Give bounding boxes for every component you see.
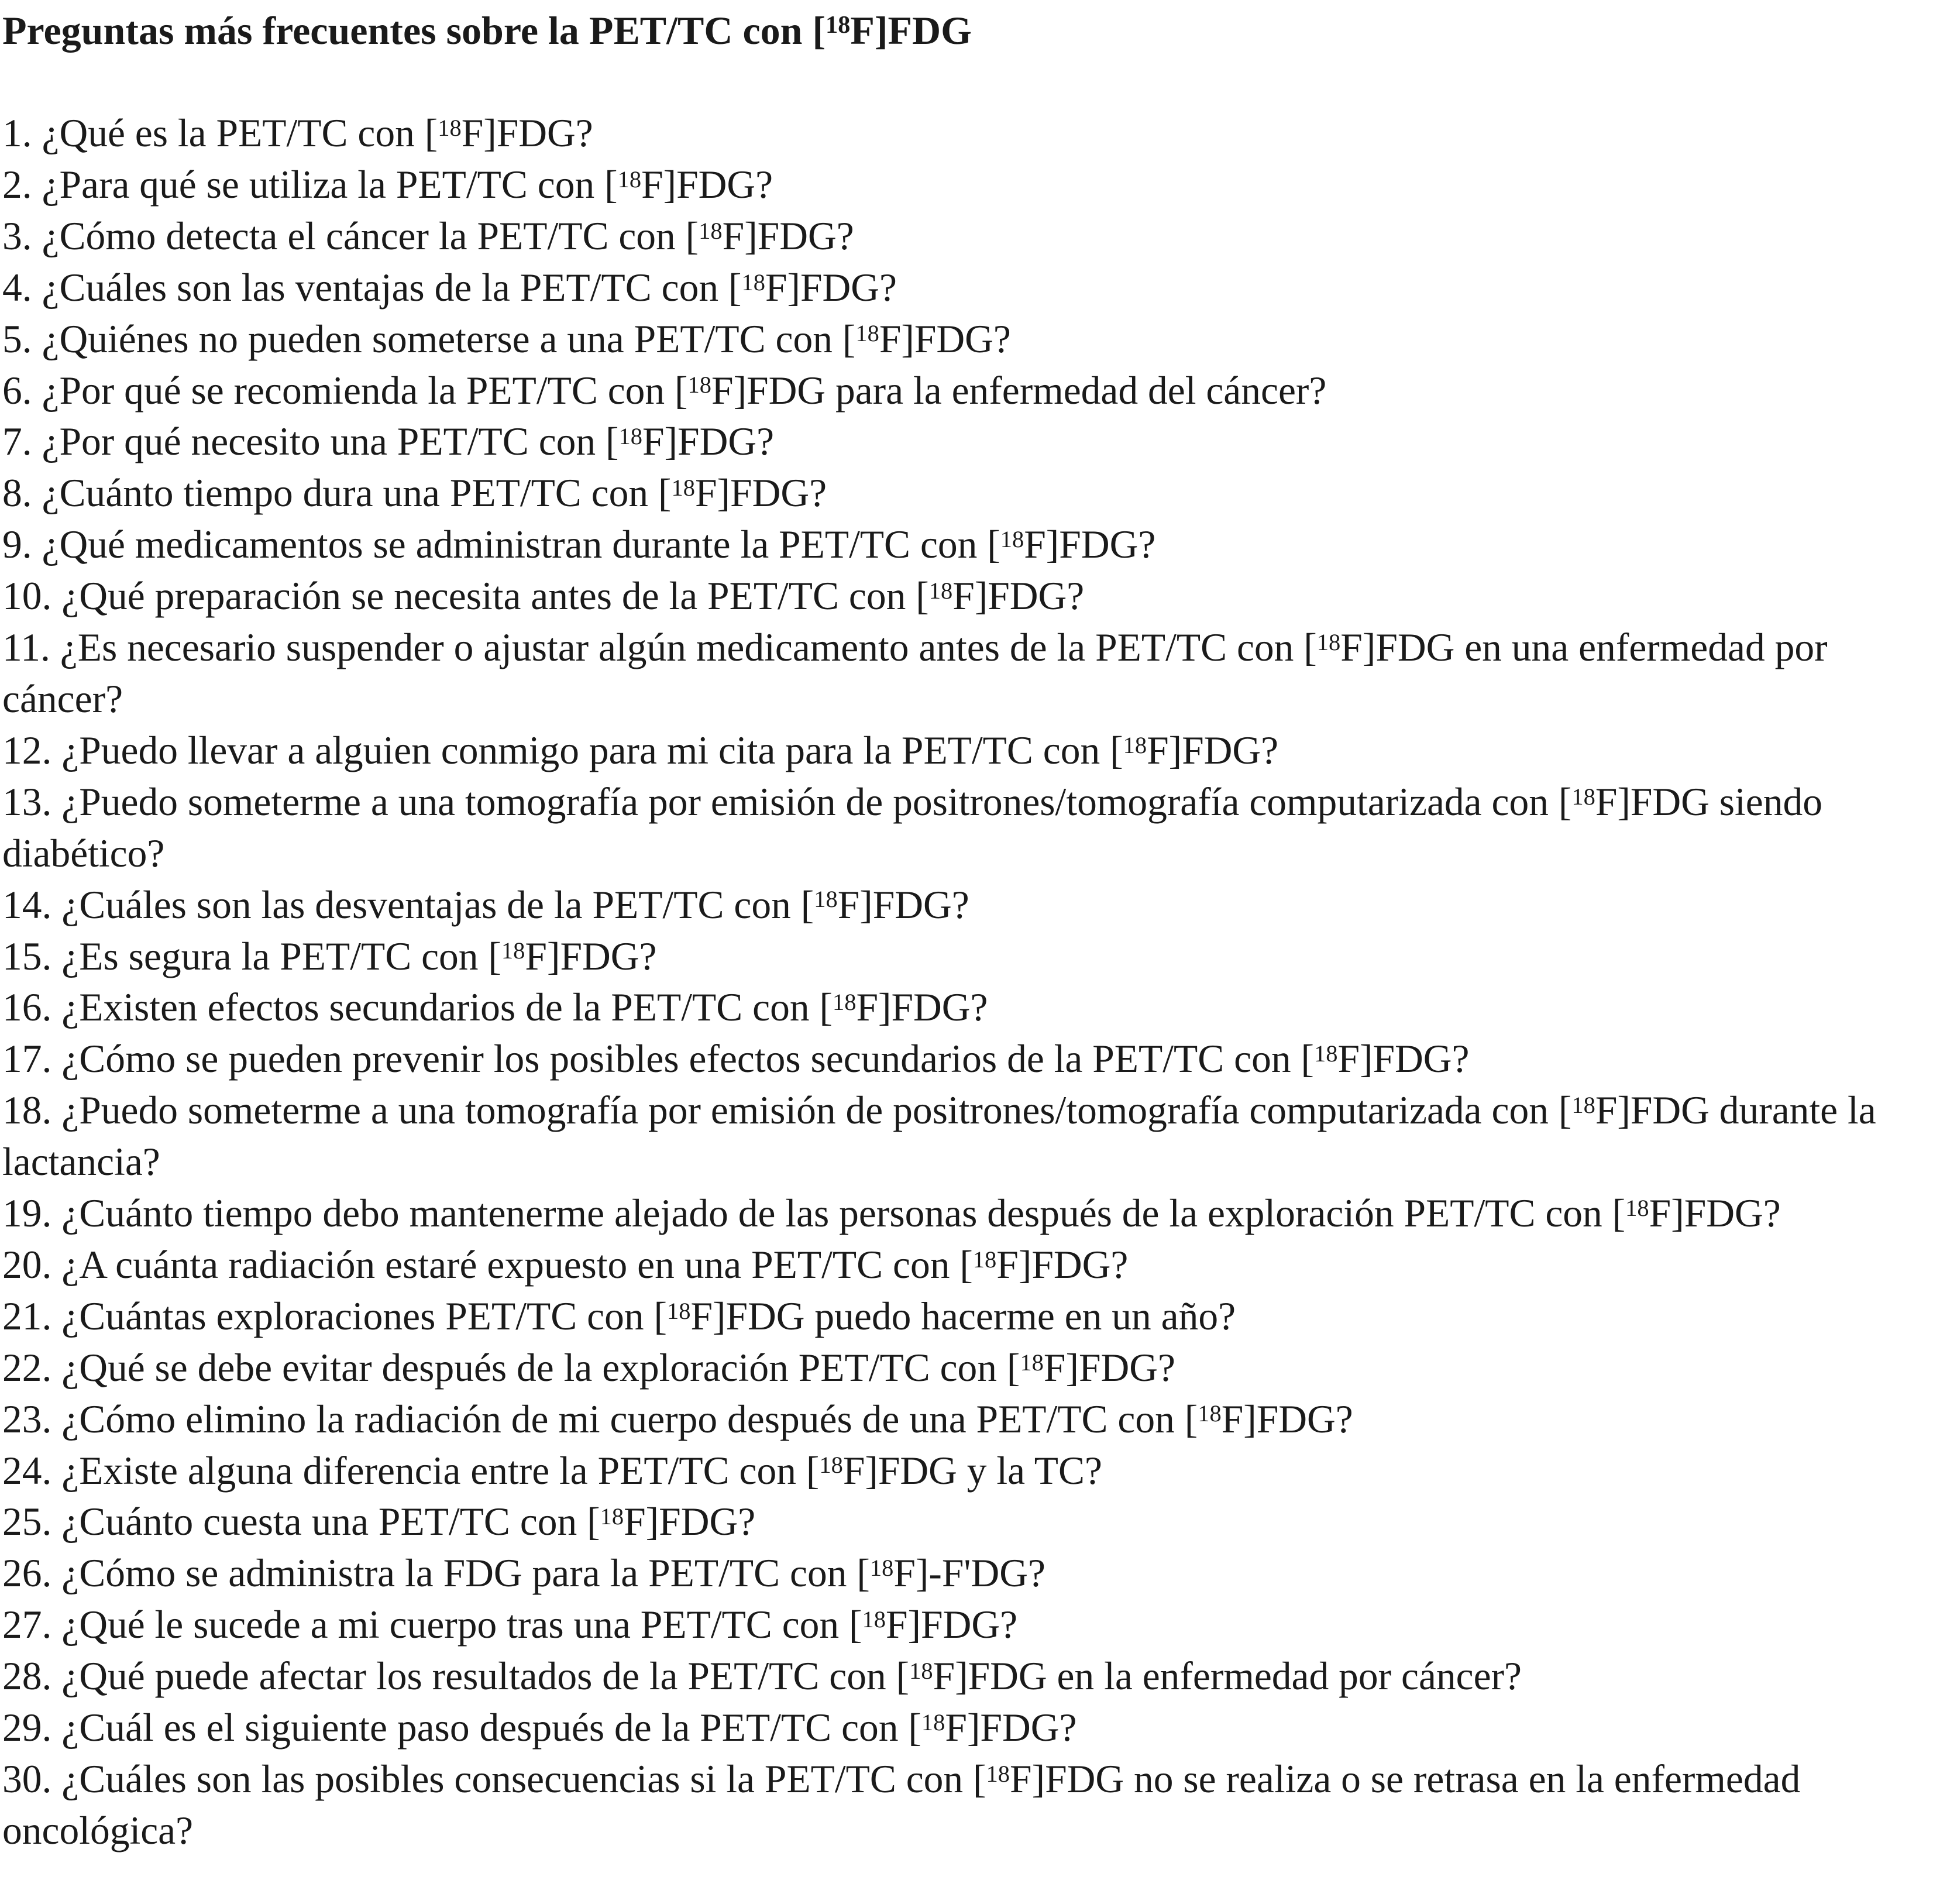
question-number: 2. — [2, 162, 32, 207]
isotope-superscript: 18 — [741, 269, 765, 295]
question-item — [2, 108, 1931, 159]
question-text-end: F]FDG? — [722, 214, 854, 258]
question-text: ¿A cuánta radiación estaré expuesto en una PET/TC con [ — [61, 1242, 973, 1287]
question-text-end: F]FDG y la TC? — [842, 1448, 1102, 1493]
title-text-end: F]FDG — [850, 8, 972, 53]
question-item — [2, 1342, 1931, 1394]
question-item — [2, 622, 1931, 725]
question-text: ¿Cuánto tiempo debo mantenerme alejado de las personas después de la exploración PET/TC con [ — [61, 1191, 1626, 1236]
question-text: ¿Puedo someterme a una tomografía por emisión de positrones/tomografía computarizada con [ — [61, 779, 1572, 824]
isotope-superscript: 18 — [862, 1606, 886, 1633]
question-text: ¿Qué es la PET/TC con [ — [42, 111, 438, 155]
question-text-end: F]FDG? — [765, 265, 897, 310]
isotope-superscript: 18 — [921, 1709, 945, 1735]
isotope-superscript: 18 — [814, 886, 838, 913]
isotope-superscript: 18 — [501, 937, 525, 964]
question-number: 24. — [2, 1448, 52, 1493]
question-item — [2, 725, 1931, 776]
isotope-superscript: 18 — [600, 1503, 624, 1530]
question-item — [2, 1033, 1931, 1085]
question-text: ¿Cuál es el siguiente paso después de la PET/TC con [ — [61, 1706, 921, 1750]
question-text-end: F]FDG? — [879, 317, 1011, 361]
question-number: 28. — [2, 1654, 52, 1699]
question-number: 20. — [2, 1242, 52, 1287]
question-list — [2, 108, 1931, 1857]
question-number: 5. — [2, 317, 32, 361]
question-text: ¿Cuánto cuesta una PET/TC con [ — [61, 1500, 600, 1544]
question-text-end: F]FDG no se realiza o se retrasa en la enfermedad oncológica? — [2, 1757, 1801, 1853]
question-text-end: F]FDG? — [695, 471, 827, 515]
question-text-end: F]FDG? — [952, 574, 1085, 618]
question-item — [2, 468, 1931, 519]
question-number: 22. — [2, 1345, 52, 1390]
question-text-end: F]FDG? — [1649, 1191, 1781, 1236]
isotope-superscript: 18 — [1123, 731, 1147, 758]
question-number: 10. — [2, 574, 52, 618]
title-text: Preguntas más frecuentes sobre la PET/TC con [ — [2, 8, 826, 53]
question-number: 29. — [2, 1706, 52, 1750]
isotope-superscript: 18 — [972, 1246, 997, 1273]
question-text: ¿Cuáles son las desventajas de la PET/TC con [ — [61, 882, 814, 927]
question-item — [2, 314, 1931, 365]
question-text-end: F]FDG? — [624, 1500, 756, 1544]
question-item — [2, 416, 1931, 468]
question-item — [2, 1445, 1931, 1497]
question-text-end: F]FDG? — [642, 420, 775, 464]
question-text-end: F]FDG? — [886, 1603, 1018, 1647]
isotope-superscript: 18 — [819, 1452, 843, 1479]
question-number: 26. — [2, 1551, 52, 1596]
question-number: 6. — [2, 368, 32, 413]
question-text: ¿Es necesario suspender o ajustar algún medicamento antes de la PET/TC con [ — [60, 625, 1317, 670]
question-number: 15. — [2, 934, 52, 978]
isotope-superscript: 18 — [869, 1555, 894, 1582]
question-text: ¿Qué le sucede a mi cuerpo tras una PET/TC con [ — [61, 1603, 862, 1647]
isotope-superscript: 18 — [618, 423, 643, 450]
question-item — [2, 1239, 1931, 1291]
question-number: 9. — [2, 523, 32, 567]
question-text: ¿Cuáles son las posibles consecuencias si la PET/TC con [ — [61, 1757, 986, 1801]
question-item — [2, 262, 1931, 314]
isotope-superscript: 18 — [909, 1657, 933, 1684]
isotope-superscript: 18 — [1198, 1400, 1222, 1427]
question-text-end: F]-F'DG? — [893, 1551, 1045, 1596]
isotope-superscript: 18 — [617, 166, 642, 193]
question-text: ¿Puedo llevar a alguien conmigo para mi cita para la PET/TC con [ — [61, 728, 1123, 772]
document-title — [2, 0, 1931, 56]
question-number: 7. — [2, 420, 32, 464]
question-text: ¿Qué se debe evitar después de la exploración PET/TC con [ — [61, 1345, 1020, 1390]
question-number: 4. — [2, 265, 32, 310]
isotope-superscript: 18 — [1313, 1040, 1338, 1067]
question-number: 12. — [2, 728, 52, 772]
question-item — [2, 1702, 1931, 1754]
isotope-superscript: 18 — [832, 989, 857, 1016]
question-text: ¿Cómo se administra la FDG para la PET/TC con [ — [61, 1551, 870, 1596]
question-number: 30. — [2, 1757, 52, 1801]
question-item — [2, 1188, 1931, 1239]
isotope-superscript: 18 — [986, 1760, 1010, 1787]
question-number: 27. — [2, 1603, 52, 1647]
question-number: 3. — [2, 214, 32, 258]
question-text-end: F]FDG durante la lactancia? — [2, 1088, 1876, 1184]
question-text-end: F]FDG? — [837, 882, 969, 927]
question-number: 19. — [2, 1191, 52, 1236]
isotope-superscript: 18 — [438, 114, 462, 141]
question-item — [2, 931, 1931, 982]
question-text-end: F]FDG? — [1147, 728, 1279, 772]
faq-document — [2, 0, 1931, 1857]
question-text: ¿Por qué se recomienda la PET/TC con [ — [42, 368, 688, 413]
question-number: 18. — [2, 1088, 52, 1133]
question-item — [2, 1599, 1931, 1651]
question-text: ¿Cómo elimino la radiación de mi cuerpo después de una PET/TC con [ — [61, 1397, 1198, 1441]
question-text: ¿Cuáles son las ventajas de la PET/TC con [ — [42, 265, 742, 310]
question-text: ¿Existe alguna diferencia entre la PET/TC con [ — [61, 1448, 820, 1493]
isotope-superscript: 18 — [666, 1297, 691, 1324]
question-number: 17. — [2, 1037, 52, 1081]
question-text-end: F]FDG? — [641, 162, 773, 207]
question-item — [2, 1291, 1931, 1342]
question-text: ¿Qué puede afectar los resultados de la PET/TC con [ — [61, 1654, 910, 1699]
question-text-end: F]FDG? — [1337, 1037, 1470, 1081]
isotope-superscript: 18 — [1000, 526, 1024, 553]
question-text: ¿Para qué se utiliza la PET/TC con [ — [42, 162, 618, 207]
question-item — [2, 1394, 1931, 1445]
isotope-superscript: 18 — [928, 577, 953, 604]
question-number: 11. — [2, 625, 50, 670]
question-number: 1. — [2, 111, 32, 155]
question-number: 8. — [2, 471, 32, 515]
isotope-superscript: 18 — [687, 372, 712, 398]
title-isotope-superscript: 18 — [826, 11, 851, 39]
isotope-superscript: 18 — [1020, 1349, 1044, 1376]
isotope-superscript: 18 — [671, 475, 696, 501]
question-item — [2, 1085, 1931, 1188]
question-number: 23. — [2, 1397, 52, 1441]
isotope-superscript: 18 — [1571, 783, 1595, 810]
question-text-end: F]FDG para la enfermedad del cáncer? — [711, 368, 1327, 413]
question-item — [2, 1548, 1931, 1599]
question-text-end: F]FDG? — [1024, 523, 1156, 567]
question-text: ¿Qué preparación se necesita antes de la PET/TC con [ — [61, 574, 929, 618]
question-item — [2, 1496, 1931, 1548]
question-number: 25. — [2, 1500, 52, 1544]
question-text: ¿Es segura la PET/TC con [ — [61, 934, 501, 978]
question-text: ¿Por qué necesito una PET/TC con [ — [42, 420, 619, 464]
question-number: 16. — [2, 985, 52, 1030]
question-item — [2, 1754, 1931, 1857]
isotope-superscript: 18 — [699, 217, 723, 244]
isotope-superscript: 18 — [1316, 628, 1341, 655]
question-item — [2, 159, 1931, 211]
question-text-end: F]FDG? — [856, 985, 988, 1030]
question-item — [2, 365, 1931, 417]
question-text: ¿Quiénes no pueden someterse a una PET/TC con [ — [42, 317, 856, 361]
question-text-end: F]FDG? — [996, 1242, 1129, 1287]
question-item — [2, 982, 1931, 1033]
question-text-end: F]FDG en la enfermedad por cáncer? — [933, 1654, 1522, 1699]
question-text-end: F]FDG? — [461, 111, 593, 155]
question-text: ¿Existen efectos secundarios de la PET/TC con [ — [61, 985, 833, 1030]
question-text: ¿Cuántas exploraciones PET/TC con [ — [61, 1294, 667, 1338]
question-text-end: F]FDG? — [525, 934, 657, 978]
question-text: ¿Cuánto tiempo dura una PET/TC con [ — [42, 471, 672, 515]
question-text-end: F]FDG en una enfermedad por cáncer? — [2, 625, 1828, 721]
question-text: ¿Cómo detecta el cáncer la PET/TC con [ — [42, 214, 699, 258]
question-item — [2, 211, 1931, 262]
question-text: ¿Qué medicamentos se administran durante la PET/TC con [ — [42, 523, 1000, 567]
question-text-end: F]FDG? — [1221, 1397, 1353, 1441]
question-item — [2, 776, 1931, 879]
question-text: ¿Puedo someterme a una tomografía por emisión de positrones/tomografía computarizada con [ — [61, 1088, 1572, 1133]
question-text: ¿Cómo se pueden prevenir los posibles efectos secundarios de la PET/TC con [ — [61, 1037, 1314, 1081]
question-number: 14. — [2, 882, 52, 927]
isotope-superscript: 18 — [1625, 1194, 1649, 1221]
question-item — [2, 519, 1931, 570]
question-item — [2, 1651, 1931, 1702]
question-item — [2, 570, 1931, 622]
question-number: 21. — [2, 1294, 52, 1338]
isotope-superscript: 18 — [855, 320, 879, 347]
question-number: 13. — [2, 779, 52, 824]
question-text-end: F]FDG? — [1043, 1345, 1175, 1390]
question-item — [2, 879, 1931, 931]
question-text-end: F]FDG puedo hacerme en un año? — [690, 1294, 1236, 1338]
question-text-end: F]FDG? — [945, 1706, 1077, 1750]
question-text-end: F]FDG siendo diabético? — [2, 779, 1822, 875]
isotope-superscript: 18 — [1571, 1092, 1595, 1118]
